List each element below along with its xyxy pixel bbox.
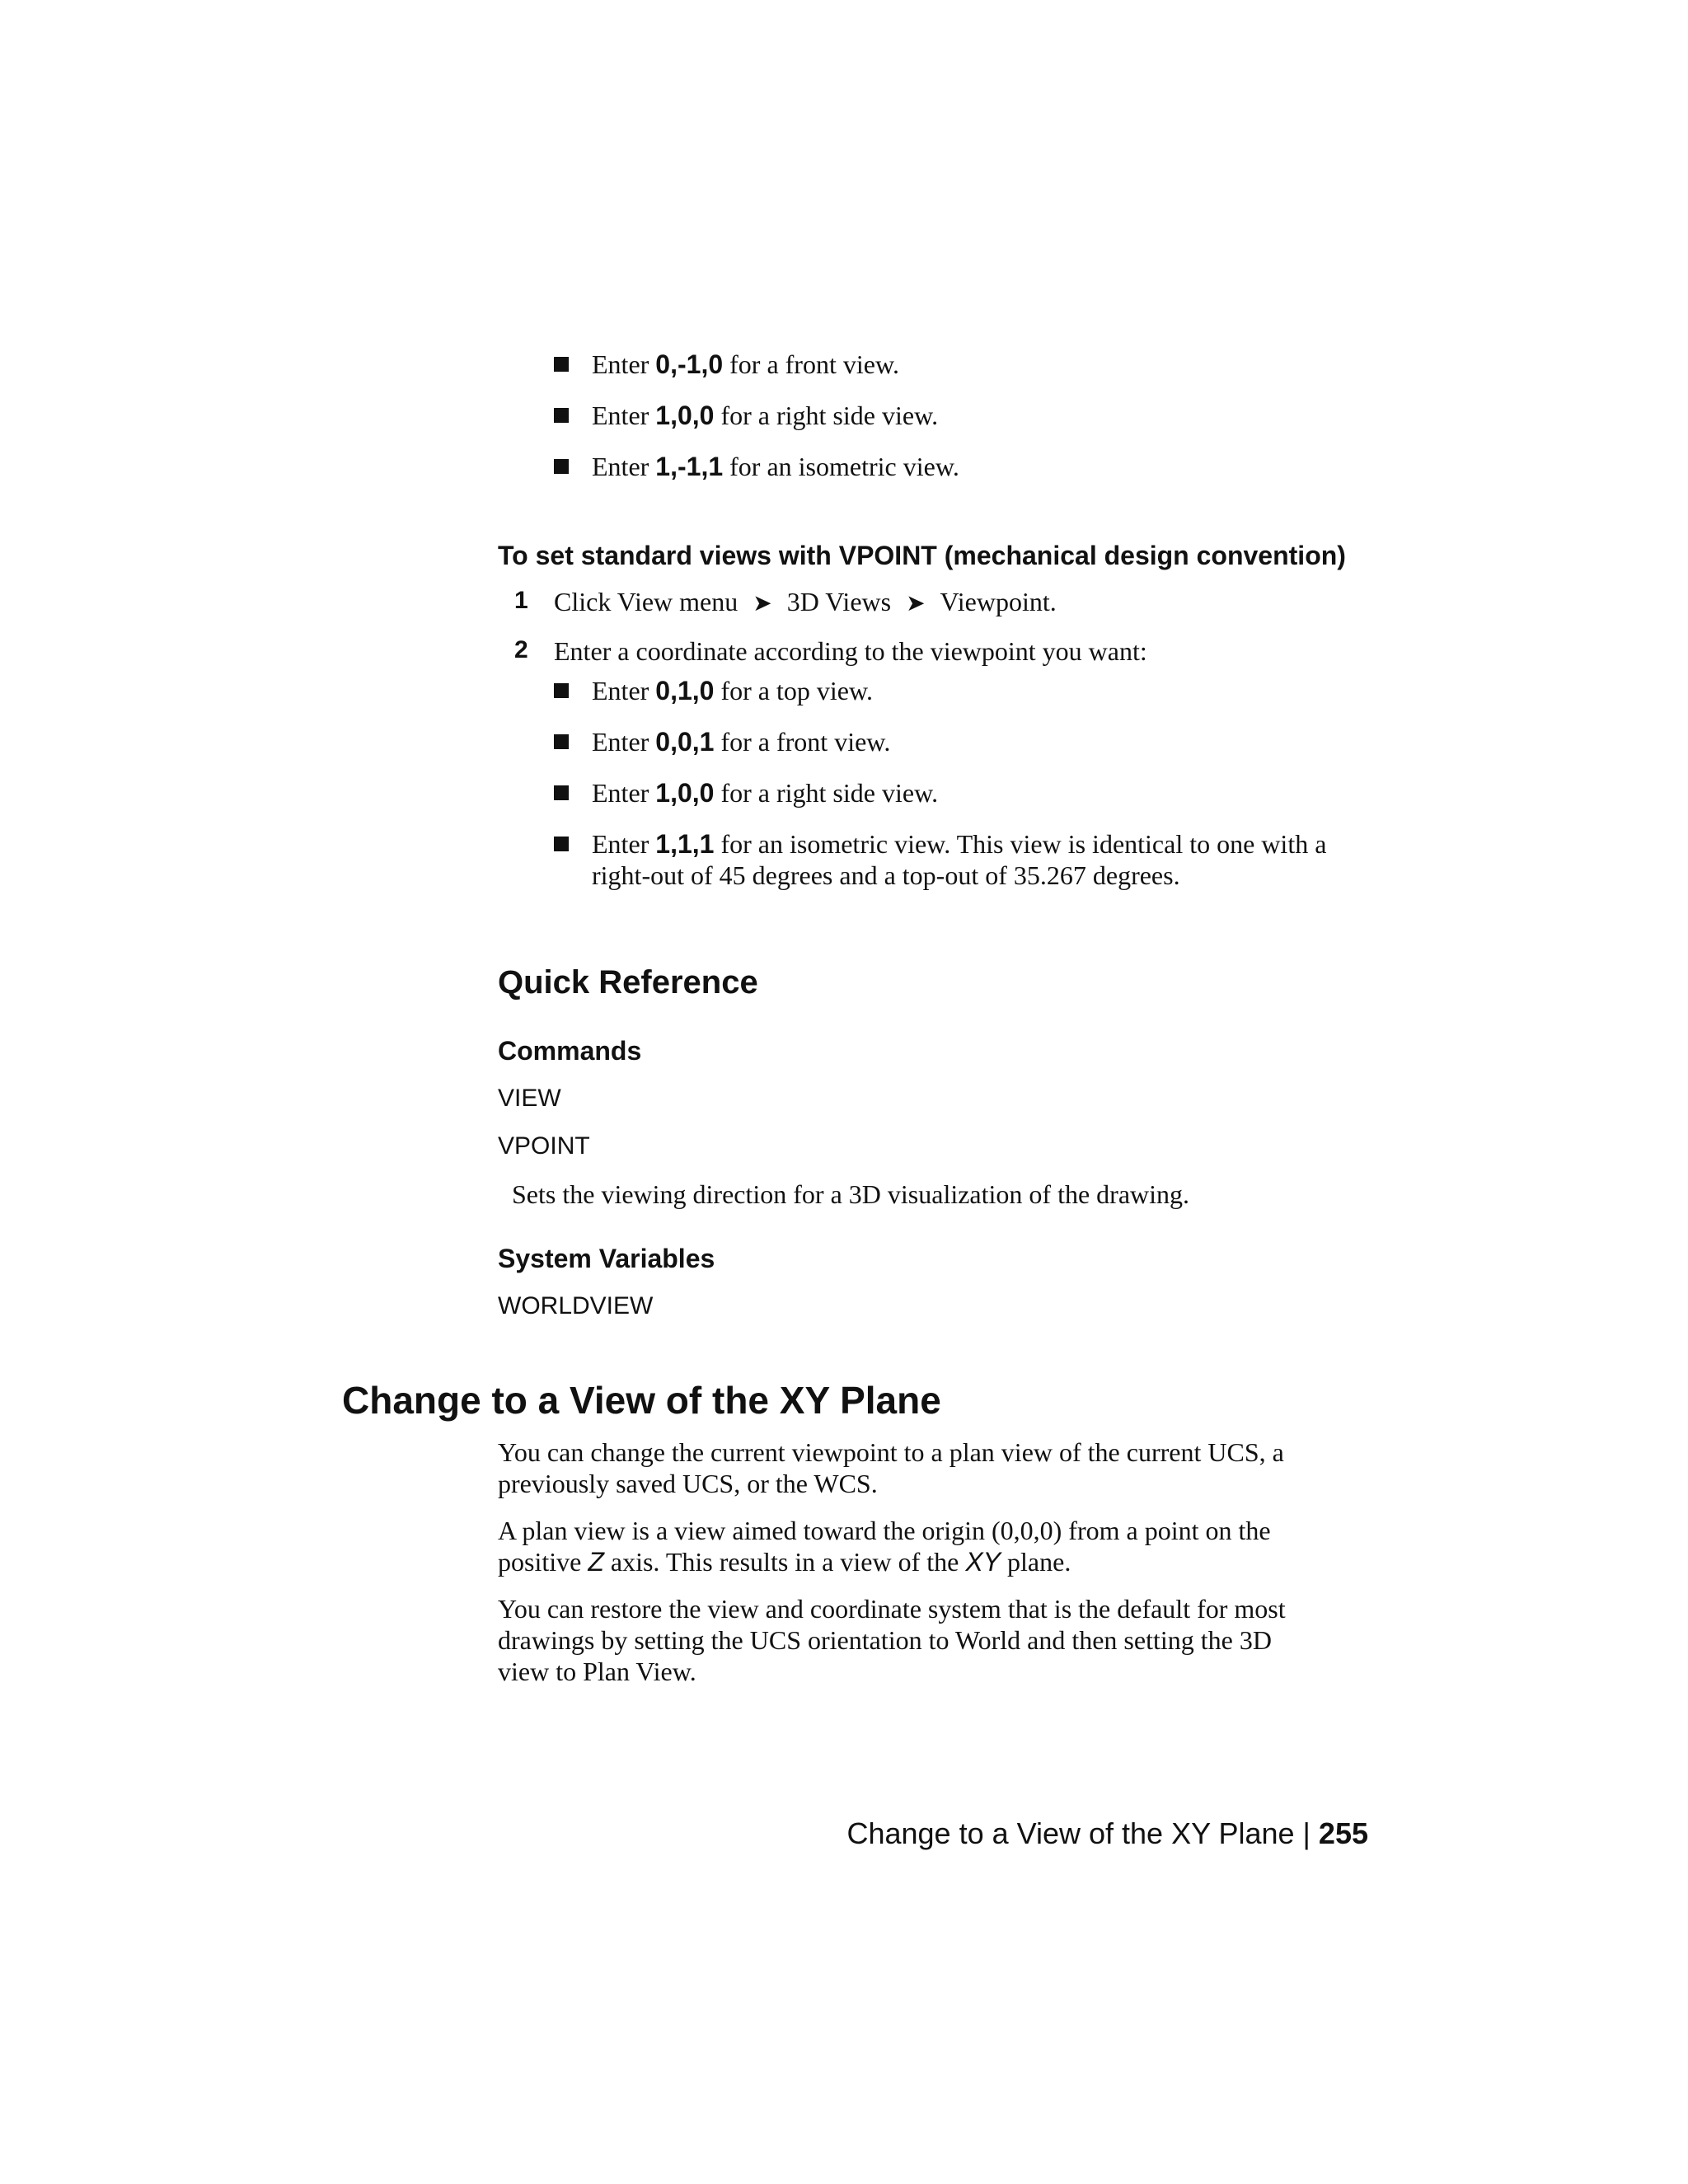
bullet-square-icon bbox=[554, 408, 569, 423]
paragraph-line: You can change the current viewpoint to a plan view of the current UCS, a bbox=[498, 1437, 1284, 1467]
coordinate-value: 0,0,1 bbox=[655, 727, 715, 757]
footer-title: Change to a View of the XY Plane bbox=[846, 1816, 1295, 1850]
axis-z-label: Z bbox=[588, 1547, 604, 1577]
bullet-square-icon bbox=[554, 459, 569, 474]
paragraph-line: drawings by setting the UCS orientation to World and then setting the 3D bbox=[498, 1625, 1272, 1655]
step-2-text: Enter a coordinate according to the viewpoint you want: bbox=[554, 636, 1147, 666]
coordinate-value: 1,0,0 bbox=[655, 778, 715, 808]
bullet-text-continuation: right-out of 45 degrees and a top-out of 35.267 degrees. bbox=[592, 860, 1180, 890]
paragraph-line: view to Plan View. bbox=[498, 1657, 696, 1686]
coordinate-value: 1,1,1 bbox=[655, 829, 715, 859]
quick-reference-title: Quick Reference bbox=[498, 964, 758, 1001]
step-number: 1 bbox=[514, 587, 528, 614]
bullet-text: Enter 1,0,0 for a right side view. bbox=[592, 401, 939, 430]
page-footer bbox=[846, 1816, 1368, 1851]
coordinate-value: 0,-1,0 bbox=[655, 349, 724, 379]
paragraph-line: You can restore the view and coordinate system that is the default for most bbox=[498, 1594, 1286, 1624]
coordinate-value: 1,0,0 bbox=[655, 401, 715, 430]
system-variables-heading: System Variables bbox=[498, 1244, 715, 1273]
bullet-text: Enter 1,-1,1 for an isometric view. bbox=[592, 452, 959, 481]
vpoint-description: Sets the viewing direction for a 3D visualization of the drawing. bbox=[512, 1179, 1190, 1209]
bullet-square-icon bbox=[554, 683, 569, 698]
procedure-heading: To set standard views with VPOINT (mechanical design convention) bbox=[498, 541, 1346, 570]
sysvar-link-worldview[interactable]: WORLDVIEW bbox=[498, 1292, 654, 1319]
coordinate-value: 1,-1,1 bbox=[655, 452, 724, 481]
command-link-vpoint[interactable]: VPOINT bbox=[498, 1132, 590, 1160]
page-number: 255 bbox=[1318, 1816, 1368, 1850]
step-1-text: Click View menu ➤ 3D Views ➤ Viewpoint. bbox=[554, 586, 1057, 620]
bullet-square-icon bbox=[554, 785, 569, 800]
coordinate-value: 0,1,0 bbox=[655, 676, 715, 705]
bullet-text: Enter 1,0,0 for a right side view. bbox=[592, 778, 939, 808]
command-link-view[interactable]: VIEW bbox=[498, 1085, 561, 1112]
plane-xy-label: XY bbox=[965, 1547, 1001, 1577]
paragraph-line: previously saved UCS, or the WCS. bbox=[498, 1469, 878, 1498]
footer-separator: | bbox=[1302, 1816, 1311, 1850]
bullet-square-icon bbox=[554, 837, 569, 851]
paragraph-line: positive Z axis. This results in a view of the XY plane. bbox=[498, 1547, 1071, 1577]
paragraph-line: A plan view is a view aimed toward the origin (0,0,0) from a point on the bbox=[498, 1516, 1271, 1545]
menu-arrow-icon: ➤ bbox=[906, 591, 926, 616]
commands-heading: Commands bbox=[498, 1036, 642, 1066]
bullet-text: Enter 0,1,0 for a top view. bbox=[592, 676, 873, 705]
bullet-square-icon bbox=[554, 734, 569, 749]
bullet-text: Enter 1,1,1 for an isometric view. This view is identical to one with a bbox=[592, 829, 1327, 859]
section-title: Change to a View of the XY Plane bbox=[342, 1379, 941, 1422]
bullet-text: Enter 0,-1,0 for a front view. bbox=[592, 349, 899, 379]
bullet-square-icon bbox=[554, 357, 569, 372]
bullet-text: Enter 0,0,1 for a front view. bbox=[592, 727, 891, 757]
step-number: 2 bbox=[514, 636, 528, 663]
menu-arrow-icon: ➤ bbox=[753, 591, 772, 616]
